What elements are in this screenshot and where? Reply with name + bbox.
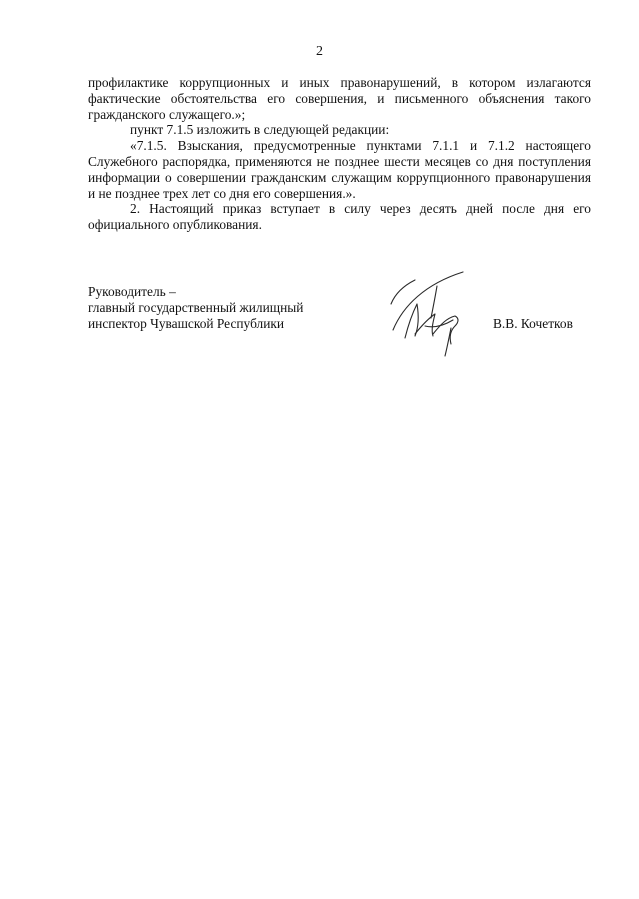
- paragraph: профилактике коррупционных и иных правонарушений, в котором излагаются фактические обстоятельства его совершения, и письменного объяснения такого гражданского служащего.»;: [88, 75, 591, 122]
- signatory-title: [88, 284, 303, 332]
- signatory-title-line: инспектор Чувашской Республики: [88, 316, 285, 331]
- signatory-title-line: Руководитель –: [88, 284, 176, 299]
- paragraph: «7.1.5. Взыскания, предусмотренные пунктами 7.1.1 и 7.1.2 настоящего Служебного распорядка, применяются не позднее шести месяцев со дня поступления информации о совершении гражданским служащим коррупционного правонарушения и не позднее трех лет со дня его совершения.».: [88, 138, 591, 201]
- document-body: [88, 75, 591, 233]
- page-number: 2: [316, 44, 323, 59]
- signatory-title-line: главный государственный жилищный: [88, 300, 304, 315]
- paragraph: 2. Настоящий приказ вступает в силу через десять дней после дня его официального опубликования.: [88, 201, 591, 233]
- paragraph: пункт 7.1.5 изложить в следующей редакции:: [130, 122, 390, 138]
- signer-name: В.В. Кочетков: [493, 316, 573, 331]
- handwritten-signature-icon: [385, 268, 475, 358]
